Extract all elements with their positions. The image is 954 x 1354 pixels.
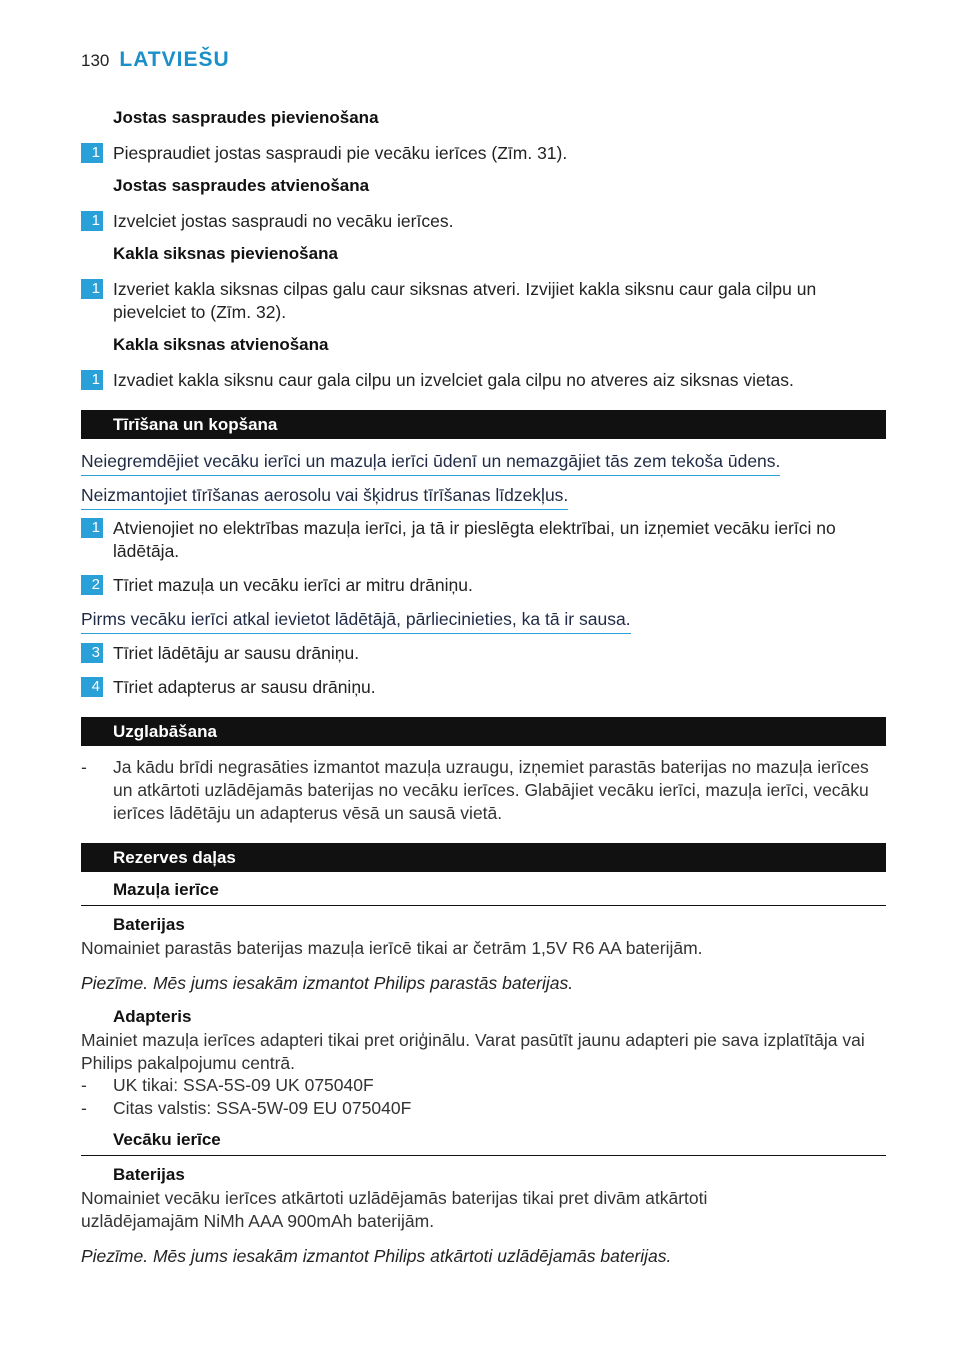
adapter-list-item-other (81, 1097, 886, 1120)
cleaning-step-1 (81, 517, 886, 563)
step-text: Atvienojiet no elektrības mazuļa ierīci, ja tā ir pieslēgta elektrībai, un izņemiet vecāku ierīci no lādētāja. (113, 518, 836, 561)
step-number-badge: 2 (81, 575, 103, 595)
step-text: Izvelciet jostas saspraudi no vecāku ierīces. (113, 211, 454, 231)
cleaning-warning-1: Neiegremdējiet vecāku ierīci un mazuļa ierīci ūdenī un nemazgājiet tās zem tekoša ūdens. (81, 450, 780, 476)
step-number-badge: 3 (81, 643, 103, 663)
cleaning-step-3 (81, 642, 886, 665)
dash-bullet: - (81, 1098, 87, 1118)
page-number: 130 (81, 51, 110, 70)
parent-batteries-heading: Baterijas (113, 1165, 185, 1184)
section-bar-spare-parts: Rezerves daļas (81, 843, 886, 872)
cleaning-warning-2: Neizmantojiet tīrīšanas aerosolu vai šķidrus tīrīšanas līdzekļus. (81, 484, 568, 510)
parent-batteries-text: Nomainiet vecāku ierīces atkārtoti uzlādējamās baterijas tikai pret divām atkārtoti uzlādējamajām NiMh AAA 900mAh baterijām. (81, 1188, 708, 1231)
belt-clip-attach-heading: Jostas saspraudes pievienošana (113, 108, 379, 127)
neck-cord-detach-step-1 (81, 369, 886, 392)
baby-adapter-text: Mainiet mazuļa ierīces adapteri tikai pret oriģinālu. Varat pasūtīt jaunu adapteri pie sava izplatītāja vai Philips pakalpojumu centrā. (81, 1030, 865, 1073)
step-text: Izveriet kakla siksnas cilpas galu caur siksnas atveri. Izvijiet kakla siksnu caur gala cilpu un pievelciet to (Zīm. 32). (113, 279, 817, 322)
adapter-list-item-uk (81, 1074, 886, 1097)
dash-bullet: - (81, 757, 87, 777)
cleaning-step-2 (81, 574, 886, 597)
cleaning-warning-3: Pirms vecāku ierīci atkal ievietot lādētājā, pārliecinieties, ka tā ir sausa. (81, 608, 631, 634)
neck-cord-attach-heading: Kakla siksnas pievienošana (113, 244, 338, 263)
baby-batteries-heading: Baterijas (113, 915, 185, 934)
baby-batteries-text: Nomainiet parastās baterijas mazuļa ierīcē tikai ar četrām 1,5V R6 AA baterijām. (81, 938, 703, 958)
step-number-badge: 1 (81, 518, 103, 538)
step-text: Tīriet mazuļa un vecāku ierīci ar mitru drāniņu. (113, 575, 473, 595)
neck-cord-detach-heading: Kakla siksnas atvienošana (113, 335, 329, 354)
parent-batteries-note: Piezīme. Mēs jums iesakām izmantot Philips atkārtoti uzlādējamās baterijas. (81, 1246, 672, 1266)
language-title: LATVIEŠU (119, 48, 230, 71)
step-text: Izvadiet kakla siksnu caur gala cilpu un izvelciet gala cilpu no atveres aiz siksnas vietas. (113, 370, 794, 390)
cleaning-step-4 (81, 676, 886, 699)
parent-unit-heading: Vecāku ierīce (81, 1130, 886, 1156)
belt-clip-attach-step-1 (81, 142, 886, 165)
storage-list-item (81, 756, 886, 825)
step-number-badge: 1 (81, 143, 103, 163)
step-text: Piespraudiet jostas saspraudi pie vecāku ierīces (Zīm. 31). (113, 143, 568, 163)
section-bar-storage: Uzglabāšana (81, 717, 886, 746)
storage-text: Ja kādu brīdi negrasāties izmantot mazuļa uzraugu, izņemiet parastās baterijas no mazuļa ierīces un atkārtoti uzlādējamās baterijas no vecāku ierīces. Glabājiet vecāku ierīci, mazuļa ierīci, vecāku ierīces lādētāju un adapterus vēsā un sausā vietā. (113, 757, 869, 823)
baby-unit-heading: Mazuļa ierīce (81, 880, 886, 906)
section-bar-cleaning: Tīrīšana un kopšana (81, 410, 886, 439)
belt-clip-detach-heading: Jostas saspraudes atvienošana (113, 176, 370, 195)
step-number-badge: 1 (81, 211, 103, 231)
neck-cord-attach-step-1 (81, 278, 886, 324)
step-number-badge: 4 (81, 677, 103, 697)
step-text: Tīriet adapterus ar sausu drāniņu. (113, 677, 376, 697)
step-number-badge: 1 (81, 370, 103, 390)
adapter-uk-text: UK tikai: SSA-5S-09 UK 075040F (113, 1075, 374, 1095)
dash-bullet: - (81, 1075, 87, 1095)
adapter-other-text: Citas valstis: SSA-5W-09 EU 075040F (113, 1098, 412, 1118)
page-header (81, 48, 230, 74)
baby-adapter-heading: Adapteris (113, 1007, 192, 1026)
step-text: Tīriet lādētāju ar sausu drāniņu. (113, 643, 360, 663)
belt-clip-detach-step-1 (81, 210, 886, 233)
baby-batteries-note: Piezīme. Mēs jums iesakām izmantot Philips parastās baterijas. (81, 973, 574, 993)
step-number-badge: 1 (81, 279, 103, 299)
